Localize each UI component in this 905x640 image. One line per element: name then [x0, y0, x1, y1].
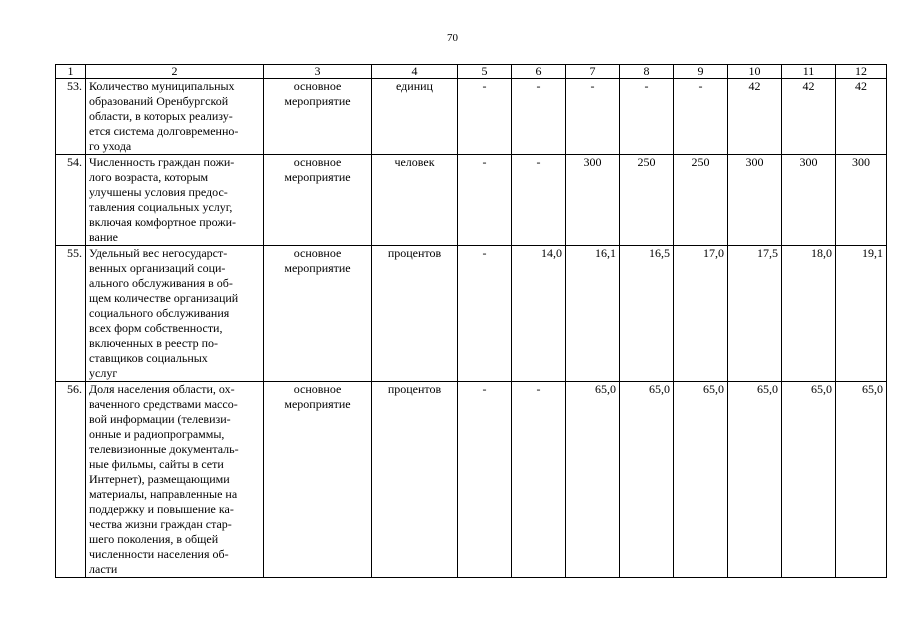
text-line: мероприятие: [284, 397, 351, 411]
text-line: Доля населения области, ох-: [89, 382, 235, 396]
column-number: 12: [836, 65, 887, 79]
text-line: улучшены условия предос-: [89, 185, 228, 199]
text-line: вой информации (телевизи-: [89, 412, 231, 426]
value-cell: -: [458, 155, 512, 246]
text-line: го ухода: [89, 139, 132, 153]
text-line: мероприятие: [284, 170, 351, 184]
value-cell: -: [512, 155, 566, 246]
value-cell: -: [566, 79, 620, 155]
activity-type: [264, 382, 372, 578]
value-cell: 42: [728, 79, 782, 155]
value-cell: 300: [728, 155, 782, 246]
indicator-name: [86, 246, 264, 382]
column-number: 3: [264, 65, 372, 79]
row-number: 55.: [56, 246, 86, 382]
column-number: 2: [86, 65, 264, 79]
value-cell: 300: [566, 155, 620, 246]
value-cell: 65,0: [836, 382, 887, 578]
text-line: включенных в реестр по-: [89, 336, 219, 350]
text-line: ваченного средствами массо-: [89, 397, 238, 411]
text-line: услуг: [89, 366, 118, 380]
text-line: материалы, направленные на: [89, 487, 238, 501]
indicator-name: [86, 79, 264, 155]
text-line: шего поколения, в общей: [89, 532, 219, 546]
value-cell: 16,5: [620, 246, 674, 382]
column-number: 4: [372, 65, 458, 79]
column-number: 10: [728, 65, 782, 79]
value-cell: 17,0: [674, 246, 728, 382]
text-line: Удельный вес негосударст-: [89, 246, 228, 260]
text-line: вание: [89, 230, 119, 244]
page-number: 70: [447, 32, 458, 44]
text-line: Интернет), размещающими: [89, 472, 230, 486]
column-number: 1: [56, 65, 86, 79]
column-number: 7: [566, 65, 620, 79]
text-line: ального обслуживания в об-: [89, 276, 233, 290]
column-number: 11: [782, 65, 836, 79]
row-number: 54.: [56, 155, 86, 246]
text-line: всех форм собственности,: [89, 321, 223, 335]
value-cell: -: [458, 79, 512, 155]
text-line: онные и радиопрограммы,: [89, 427, 225, 441]
activity-type: [264, 155, 372, 246]
indicator-name: [86, 382, 264, 578]
text-line: телевизионные документаль-: [89, 442, 239, 456]
text-line: Численность граждан пожи-: [89, 155, 235, 169]
value-cell: 250: [620, 155, 674, 246]
unit-of-measure: единиц: [372, 79, 458, 155]
indicators-table: [55, 64, 887, 578]
value-cell: 65,0: [782, 382, 836, 578]
value-cell: 42: [782, 79, 836, 155]
unit-of-measure: человек: [372, 155, 458, 246]
text-line: тавления социальных услуг,: [89, 200, 233, 214]
text-line: мероприятие: [284, 94, 351, 108]
value-cell: 14,0: [512, 246, 566, 382]
text-line: основное: [293, 79, 342, 93]
value-cell: -: [512, 79, 566, 155]
text-line: основное: [293, 246, 342, 260]
table-row: [56, 155, 887, 246]
column-number: 8: [620, 65, 674, 79]
text-line: включая комфортное прожи-: [89, 215, 237, 229]
value-cell: -: [674, 79, 728, 155]
value-cell: 300: [836, 155, 887, 246]
value-cell: -: [458, 246, 512, 382]
text-line: области, в которых реализу-: [89, 109, 233, 123]
text-line: лого возраста, которым: [89, 170, 209, 184]
indicator-name: [86, 155, 264, 246]
text-line: венных организаций соци-: [89, 261, 226, 275]
table-row: [56, 79, 887, 155]
value-cell: 17,5: [728, 246, 782, 382]
text-line: ласти: [89, 562, 118, 576]
column-number: 9: [674, 65, 728, 79]
table-row: [56, 246, 887, 382]
value-cell: 300: [782, 155, 836, 246]
value-cell: 65,0: [674, 382, 728, 578]
value-cell: -: [620, 79, 674, 155]
text-line: ставщиков социальных: [89, 351, 208, 365]
text-line: ные фильмы, сайты в сети: [89, 457, 224, 471]
text-line: образований Оренбургской: [89, 94, 229, 108]
column-number: 5: [458, 65, 512, 79]
text-line: численности населения об-: [89, 547, 229, 561]
text-line: основное: [293, 155, 342, 169]
unit-of-measure: процентов: [372, 246, 458, 382]
text-line: поддержку и повышение ка-: [89, 502, 234, 516]
value-cell: 65,0: [620, 382, 674, 578]
activity-type: [264, 246, 372, 382]
value-cell: 18,0: [782, 246, 836, 382]
table-row: [56, 382, 887, 578]
text-line: чества жизни граждан стар-: [89, 517, 232, 531]
text-line: мероприятие: [284, 261, 351, 275]
text-line: социального обслуживания: [89, 306, 230, 320]
text-line: щем количестве организаций: [89, 291, 239, 305]
unit-of-measure: процентов: [372, 382, 458, 578]
value-cell: 16,1: [566, 246, 620, 382]
text-line: ется система долговременно-: [89, 124, 239, 138]
text-line: Количество муниципальных: [89, 79, 235, 93]
column-number: 6: [512, 65, 566, 79]
value-cell: -: [458, 382, 512, 578]
value-cell: 19,1: [836, 246, 887, 382]
activity-type: [264, 79, 372, 155]
value-cell: -: [512, 382, 566, 578]
row-number: 56.: [56, 382, 86, 578]
value-cell: 42: [836, 79, 887, 155]
value-cell: 250: [674, 155, 728, 246]
row-number: 53.: [56, 79, 86, 155]
text-line: основное: [293, 382, 342, 396]
value-cell: 65,0: [728, 382, 782, 578]
table-header-row: [56, 65, 887, 79]
value-cell: 65,0: [566, 382, 620, 578]
